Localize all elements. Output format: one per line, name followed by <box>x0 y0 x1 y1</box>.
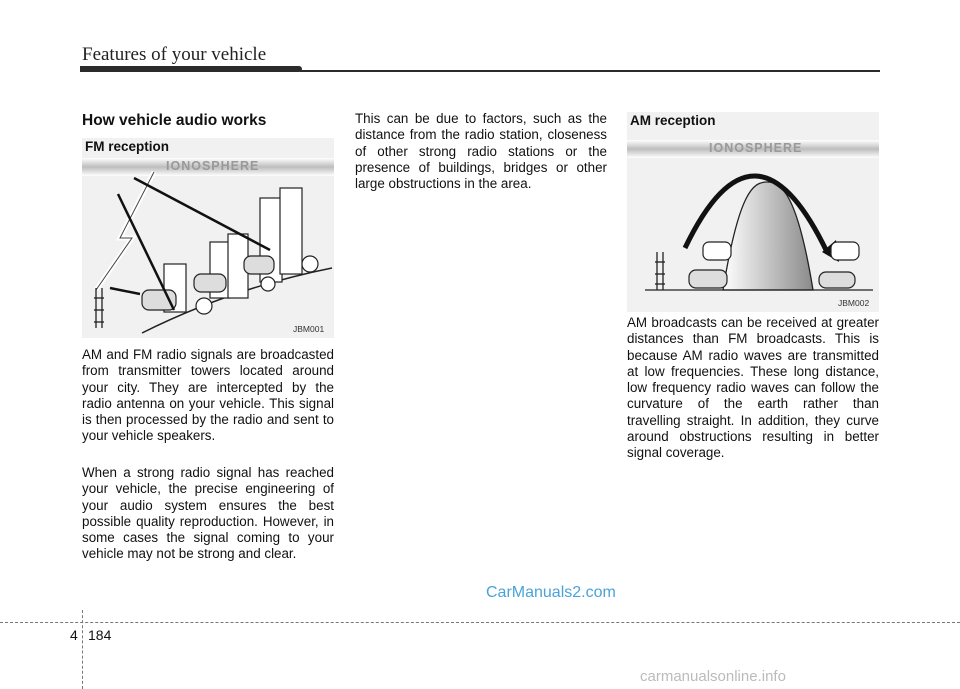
footer-dashed-line <box>0 622 960 623</box>
header-bar-thick <box>80 66 302 72</box>
body-paragraph: AM broadcasts can be received at greater distances than FM broadcasts. This is because AM radio waves are transmitted at low frequencies. These long distance, low frequency radio waves can follow the curvature of the earth rather than travelling straight. In addition, they curve around obstructions resulting in better signal coverage. <box>627 315 879 461</box>
header-title: Features of your vehicle <box>82 44 267 65</box>
fm-reception-figure <box>82 138 334 338</box>
header-bar-thin <box>300 70 880 72</box>
mountain <box>723 182 813 290</box>
figure-code: JBM001 <box>293 324 325 334</box>
buildings <box>164 188 302 312</box>
transmitter-tower-icon <box>94 288 104 328</box>
watermark-link[interactable]: CarManuals2.com <box>486 584 616 601</box>
fm-reception-label: FM reception <box>85 139 170 154</box>
body-paragraph: This can be due to factors, such as the distance from the radio station, closeness of other strong radio stations or the presence of buildings, bridges or other large obstructions in the area. <box>355 111 607 192</box>
ionosphere-label: IONOSPHERE <box>709 141 803 155</box>
ionosphere-label: IONOSPHERE <box>166 159 260 173</box>
transmitter-tower-icon <box>655 252 665 290</box>
page-number: 184 <box>88 627 112 643</box>
am-reception-figure <box>627 112 879 312</box>
am-reception-label: AM reception <box>630 113 716 128</box>
body-paragraph: When a strong radio signal has reached your vehicle, the precise engineering of your audio system ensures the best possible quality reproduction. However, in some cases the signal coming to your vehicle may not be strong and clear. <box>82 465 334 562</box>
chapter-number: 4 <box>70 627 78 643</box>
body-paragraph: AM and FM radio signals are broadcasted from transmitter towers located around your city. They are intercepted by the radio antenna on your vehicle. This signal is then processed by the radio and sent to your vehicle speakers. <box>82 347 334 444</box>
site-watermark: carmanualsonline.info <box>640 668 786 685</box>
footer-divider <box>82 610 83 689</box>
section-heading: How vehicle audio works <box>82 112 267 129</box>
figure-code: JBM002 <box>838 298 870 308</box>
